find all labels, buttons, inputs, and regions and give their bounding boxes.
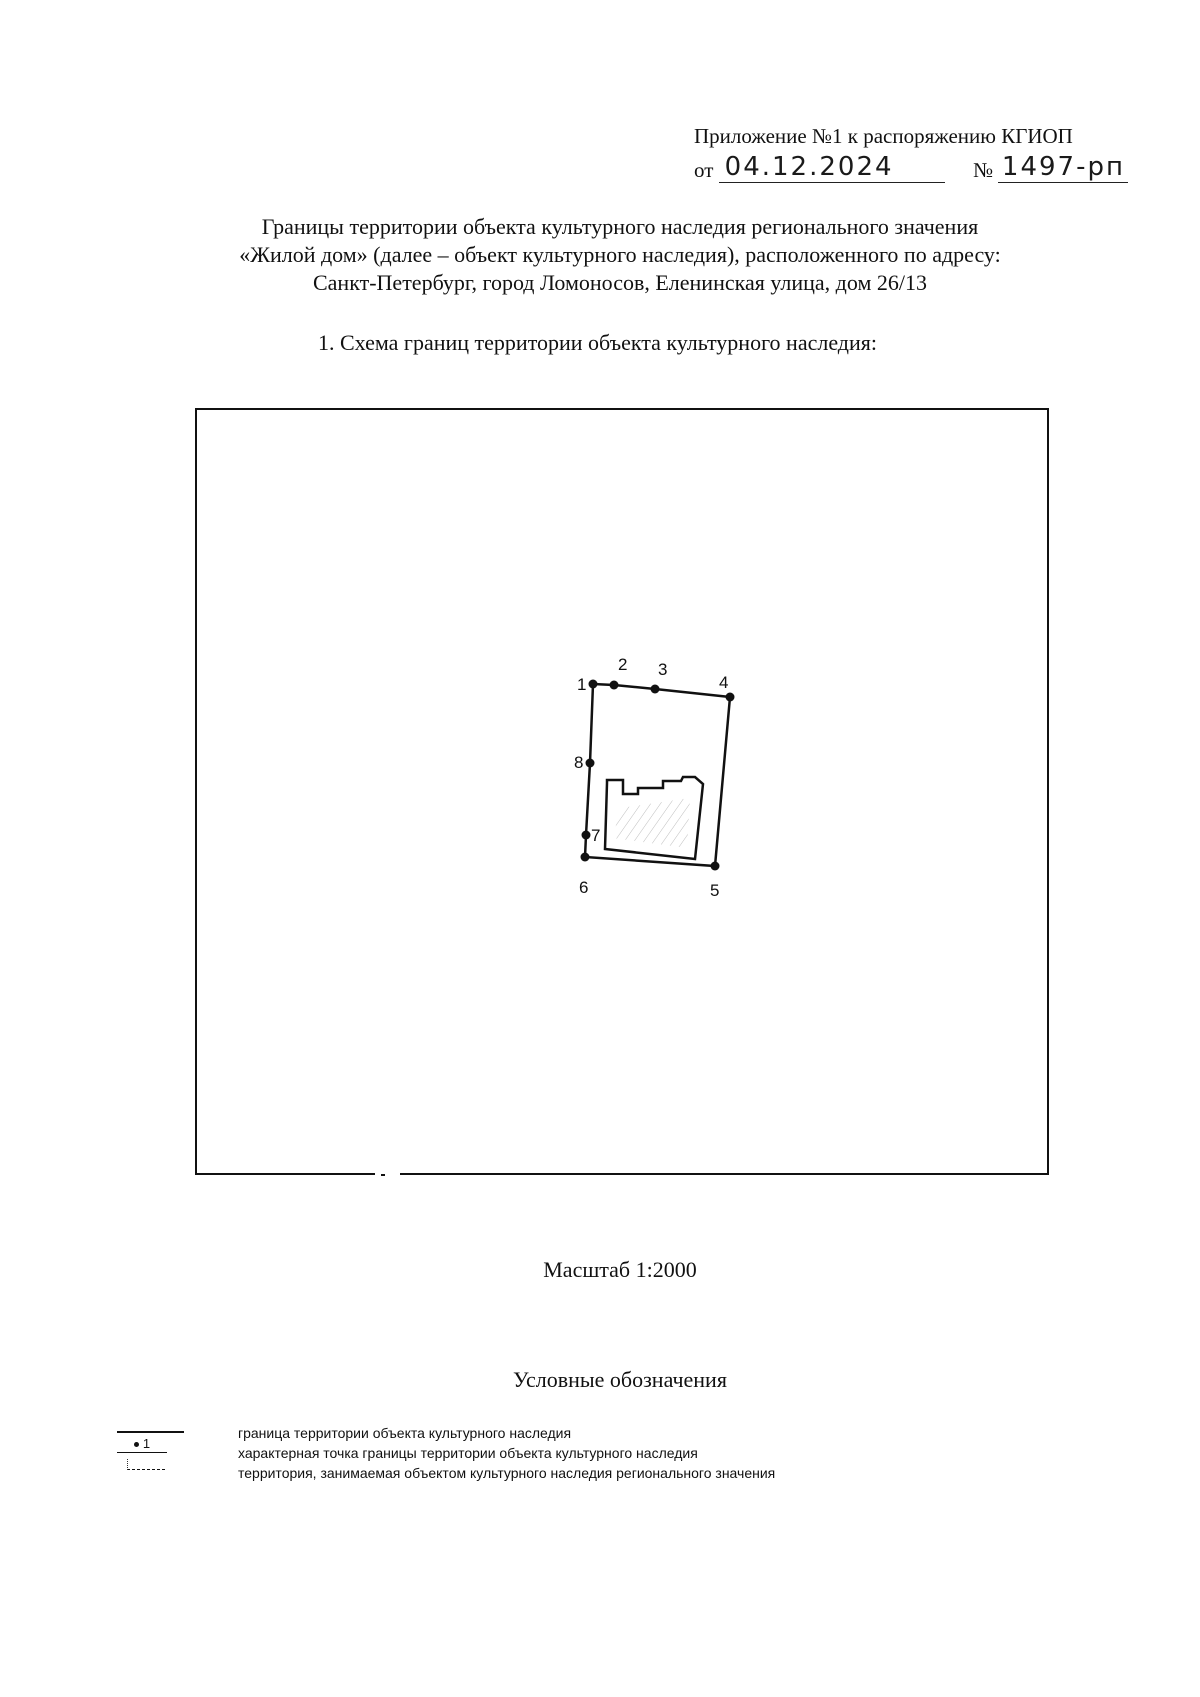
appendix-header-text: Приложение №1 к распоряжению КГИОП — [694, 124, 1073, 148]
boundary-point-2 — [610, 681, 619, 690]
boundary-point-label-2: 2 — [618, 655, 628, 674]
map-scale: Масштаб 1:2000 — [543, 1257, 697, 1282]
document-title-line-2: «Жилой дом» (далее – объект культурного наследия), расположенного по адресу: — [239, 242, 1001, 267]
boundary-point-label-7: 7 — [591, 826, 601, 845]
legend-territory-symbol — [127, 1459, 165, 1470]
boundary-point-1 — [589, 680, 598, 689]
boundary-point-6 — [581, 853, 590, 862]
legend-item-territory: территория, занимаемая объектом культурного наследия регионального значения — [238, 1465, 776, 1481]
order-reference — [694, 152, 1128, 183]
boundary-point-label-5: 5 — [710, 881, 720, 900]
boundary-point-7 — [582, 831, 591, 840]
boundary-point-label-3: 3 — [658, 660, 668, 679]
boundary-point-5 — [711, 862, 720, 871]
legend-title: Условные обозначения — [513, 1367, 727, 1392]
scheme-heading: 1. Схема границ территории объекта культурного наследия: — [318, 330, 878, 355]
date-prefix: от — [694, 158, 714, 182]
legend-item-boundary: граница территории объекта культурного наследия — [238, 1425, 572, 1441]
legend-point-number: 1 — [142, 1436, 151, 1451]
boundary-point-label-4: 4 — [719, 673, 729, 692]
building-hatch-area — [613, 798, 690, 848]
order-number: 1497-рп — [1001, 152, 1125, 182]
boundary-point-3 — [651, 685, 660, 694]
boundary-point-8 — [586, 759, 595, 768]
appendix-header — [694, 124, 1073, 149]
document-title-line-3: Санкт-Петербург, город Ломоносов, Еленинская улица, дом 26/13 — [312, 270, 927, 295]
order-date: 04.12.2024 — [724, 152, 894, 182]
document-title-line-1: Границы территории объекта культурного наследия регионального значения — [261, 214, 979, 239]
boundary-point-label-1: 1 — [577, 675, 587, 694]
legend-point-symbol — [117, 1436, 167, 1453]
legend-item-point: характерная точка границы территории объекта культурного наследия — [238, 1445, 698, 1461]
number-prefix: № — [973, 158, 994, 182]
boundary-point-label-8: 8 — [574, 753, 584, 772]
legend-boundary-line-symbol — [117, 1431, 184, 1433]
boundary-point-label-6: 6 — [579, 878, 589, 897]
boundary-scheme-map — [195, 408, 1051, 1178]
boundary-point-4 — [726, 693, 735, 702]
